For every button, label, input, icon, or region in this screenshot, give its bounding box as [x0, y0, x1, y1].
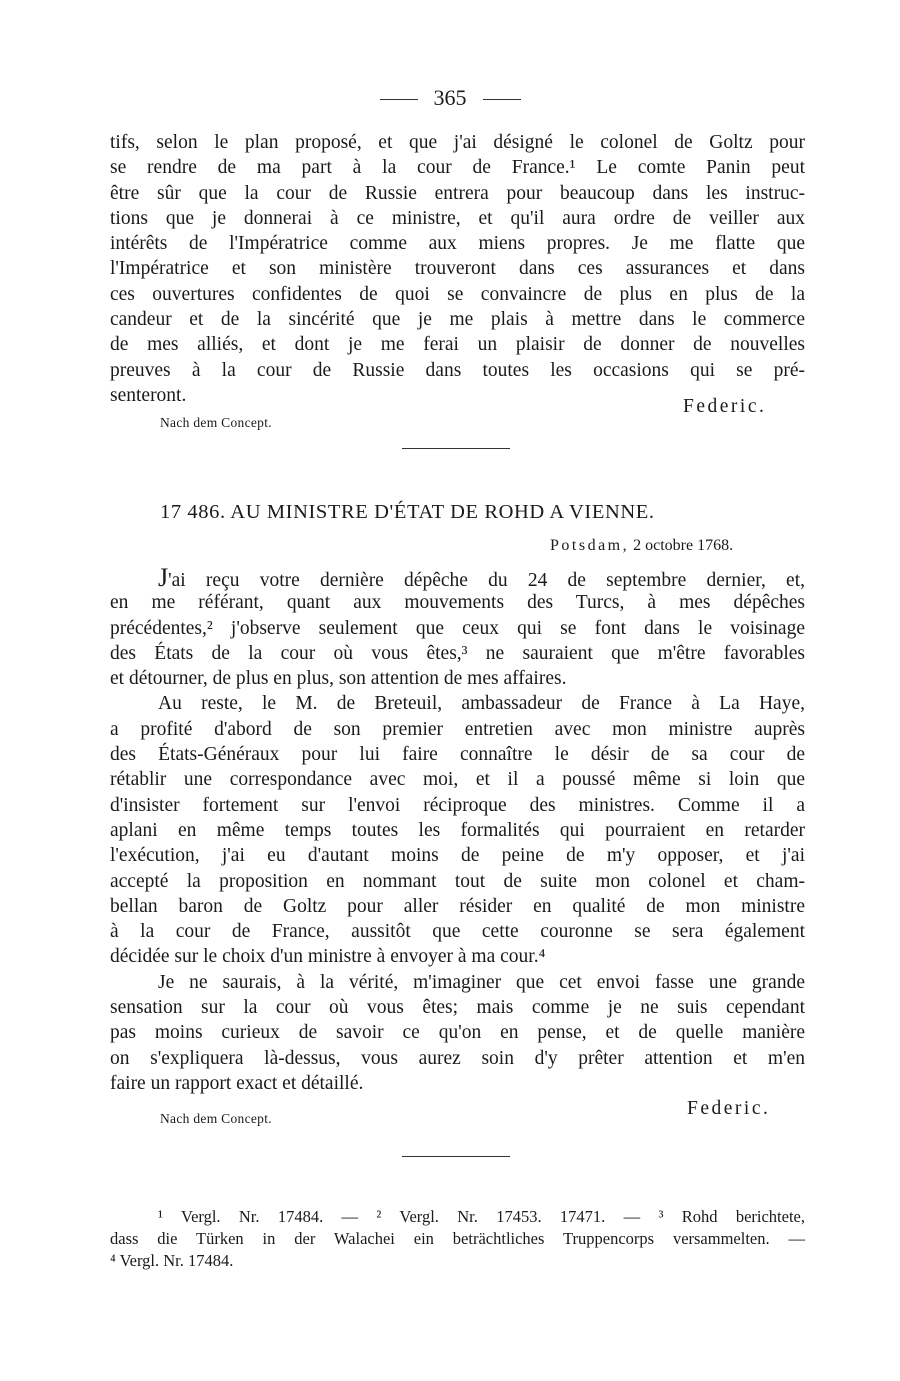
letter-continuation [110, 130, 805, 408]
drop-cap: J [158, 563, 169, 592]
text-line: décidée sur le choix d'un ministre à envoyer à ma cour.⁴ [110, 946, 546, 968]
letter-body [110, 565, 805, 1096]
text-line: l'Impératrice et son ministère trouveront dans ces assurances et dans [110, 258, 805, 280]
text-line: et détourner, de plus en plus, son attention de mes affaires. [110, 668, 567, 690]
source-note: Nach dem Concept. [160, 415, 272, 430]
dash-right [483, 99, 521, 100]
first-line-text: 'ai reçu votre dernière dépêche du 24 de septembre dernier, et, [168, 570, 805, 591]
footnote-line: dass die Türken in der Walachei ein beträchtliches Truppencorps versammelten. — [110, 1229, 805, 1248]
text-line: sensation sur la cour où vous êtes; mais comme je ne suis cependant [110, 997, 805, 1019]
text-line: précédentes,² j'observe seulement que ceux qui se font dans le voisinage [110, 617, 805, 639]
text-line: des États-Généraux pour lui faire connaître le désir de sa cour de [110, 744, 805, 766]
signature: Federic. [687, 1098, 771, 1119]
text-line: intérêts de l'Impératrice comme aux miens propres. Je me flatte que [110, 233, 805, 255]
text-line: bellan baron de Goltz pour aller résider en qualité de mon ministre [110, 895, 805, 917]
text-line: preuves à la cour de Russie dans toutes les occasions qui se pré- [110, 359, 805, 381]
dash-left [380, 99, 418, 100]
footnote-line: ¹ Vergl. Nr. 17484. — ² Vergl. Nr. 17453. 17471. — ³ Rohd berichtete, [158, 1207, 805, 1226]
text-line: Au reste, le M. de Breteuil, ambassadeur de France à La Haye, [158, 693, 805, 715]
text-line: en me référant, quant aux mouvements des Turcs, à mes dépêches [110, 592, 805, 614]
page-number-text: 365 [433, 85, 467, 110]
dateline [550, 537, 733, 555]
signature: Federic. [683, 396, 767, 417]
text-line: être sûr que la cour de Russie entrera pour beaucoup dans les instruc- [110, 182, 805, 204]
text-line: rétablir une correspondance avec moi, et il a poussé même si loin que [110, 769, 805, 791]
footnote-line: ⁴ Vergl. Nr. 17484. [110, 1251, 234, 1270]
section-divider [402, 448, 510, 449]
text-line: on s'expliquera là-dessus, vous aurez soin d'y prêter attention et m'en [110, 1047, 805, 1069]
text-line: tions que je donnerai à ce ministre, et qu'il aura ordre de veiller aux [110, 207, 805, 229]
text-line: accepté la proposition en nommant tout de suite mon colonel et cham- [110, 870, 805, 892]
text-line [110, 565, 805, 590]
text-line: senteront. [110, 384, 187, 406]
text-line: candeur et de la sincérité que je me plais à mettre dans le commerce [110, 309, 805, 331]
text-line: se rendre de ma part à la cour de France.¹ Le comte Panin peut [110, 157, 805, 179]
date-place: Potsdam, [550, 537, 630, 554]
text-line: d'insister fortement sur l'envoi réciproque des ministres. Comme il a [110, 794, 805, 816]
footnote-divider [402, 1156, 510, 1157]
text-line: Je ne saurais, à la vérité, m'imaginer que cet envoi fasse une grande [158, 971, 805, 993]
text-line: à la cour de France, aussitôt que cette couronne se sera également [110, 921, 805, 943]
text-line: de mes alliés, et dont je me ferai un plaisir de donner de nouvelles [110, 334, 805, 356]
footnotes [110, 1206, 805, 1272]
text-line: ces ouvertures confidentes de quoi se convaincre de plus en plus de la [110, 283, 805, 305]
text-line: pas moins curieux de savoir ce qu'on en pense, et de quelle manière [110, 1022, 805, 1044]
text-line: aplani en même temps toutes les formalités qui pourraient en retarder [110, 819, 805, 841]
text-line: l'exécution, j'ai eu d'autant moins de peine de m'y opposer, et j'ai [110, 845, 805, 867]
date-text: 2 octobre 1768. [633, 537, 734, 554]
text-line: tifs, selon le plan proposé, et que j'ai désigné le colonel de Goltz pour [110, 132, 805, 153]
text-line: a profité d'abord de son premier entretien avec mon ministre auprès [110, 718, 805, 740]
letter-heading: 17 486. AU MINISTRE D'ÉTAT DE ROHD A VIENNE. [160, 501, 655, 523]
text-line: des États de la cour où vous êtes,³ ne sauraient que m'être favorables [110, 642, 805, 664]
source-note: Nach dem Concept. [160, 1111, 272, 1126]
page-number [0, 84, 900, 112]
text-line: faire un rapport exact et détaillé. [110, 1072, 364, 1094]
